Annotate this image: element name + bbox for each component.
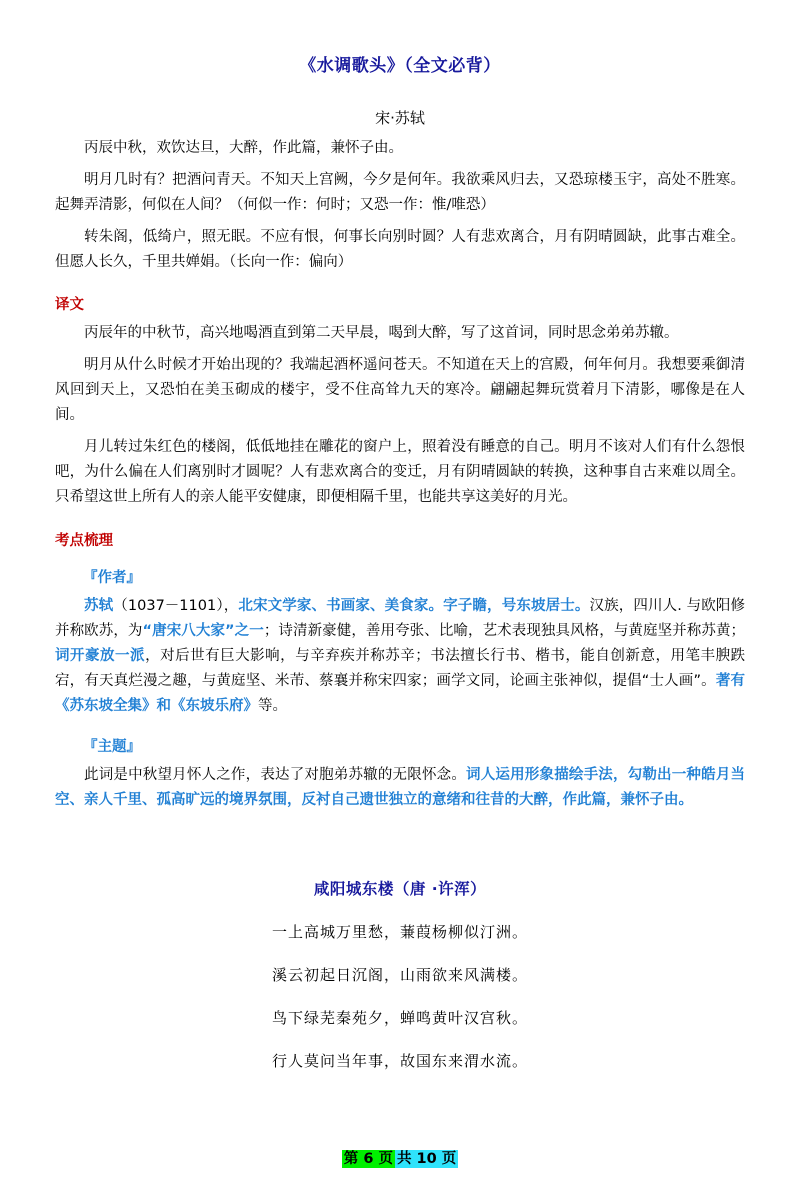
translation-heading: 译文: [55, 297, 84, 314]
body-text: （1037－1101），: [113, 598, 239, 615]
page-footer: [0, 1147, 800, 1168]
second-poem-line: 鸟下绿芜秦苑夕，蝉鸣黄叶汉宫秋。: [271, 1008, 528, 1027]
translation-paragraph-3: 月儿转过朱红色的楼阁，低低地挂在雕花的窗户上，照着没有睡意的自己。明月不该对人们有什么怨恨吧，为什么偏在人们离别时才圆呢？人有悲欢离合的变迁，月有阴晴圆缺的转换，这种事自古来难以周全。只希望这世上所有人的亲人能平安健康，即便相隔千里，也能共享这美好的月光。: [55, 439, 745, 506]
author-subheading: 『作者』: [83, 570, 141, 587]
body-text: 此词是中秋望月怀人之作，表达了对胞弟苏辙的无限怀念。: [84, 766, 467, 783]
total-page-indicator: 共 10 页: [396, 1151, 457, 1167]
translation-paragraph-1: 丙辰年的中秋节，高兴地喝酒直到第二天早晨，喝到大醉，写了这首词，同时思念弟弟苏辙。: [84, 325, 679, 342]
body-text: 等。: [258, 697, 287, 714]
highlighted-text: 词开豪放一派: [55, 647, 146, 664]
poem-byline: 宋·苏轼: [375, 108, 425, 127]
page-title: 《水调歌头》（全文必背）: [299, 56, 501, 76]
document-page: [0, 55, 800, 1186]
theme-body: [55, 763, 745, 813]
translation-paragraph-2: 明月从什么时候才开始出现的？我端起酒杯遥问苍天。不知道在天上的宫殿，何年何月。我想要乘御清风回到天上，又恐怕在美玉砌成的楼宇，受不住高耸九天的寒冷。翩翩起舞玩赏着月下清影，哪像是在人间。: [55, 357, 745, 424]
highlighted-text: 词人运用形象描绘手法，勾勒出一种皓月当空、亲人千里、孤高旷远的境界氛围，反衬自己遗世独立的意绪和往昔的大醉，作此篇，兼怀子由。: [55, 766, 746, 808]
theme-subheading: 『主题』: [83, 738, 141, 755]
second-poem-title: 咸阳城东楼（唐 ·许浑）: [313, 879, 487, 898]
second-poem-line: 行人莫问当年事，故国东来渭水流。: [271, 1051, 528, 1070]
body-text: ，对后世有巨大影响，与辛弃疾并称苏辛；书法擅长行书、楷书，能自创新意，用笔丰腴跌宕，有天真烂漫之趣，与黄庭坚、米芾、蔡襄并称宋四家；画学文同，论画主张神似，提倡“士人画”。: [55, 647, 746, 689]
highlighted-text: 苏轼: [84, 598, 114, 615]
exam-points-heading: 考点梳理: [55, 533, 113, 550]
poem-stanza-1: 明月几时有？把酒问青天。不知天上宫阙，今夕是何年。我欲乘风归去，又恐琼楼玉宇，高处不胜寒。起舞弄清影，何似在人间？（何似一作：何时；又恐一作：惟/唯恐）: [55, 171, 745, 213]
second-poem-line: 一上高城万里愁，蒹葭杨柳似汀洲。: [271, 922, 528, 941]
body-text: ；诗清新豪健，善用夸张、比喻，艺术表现独具风格，与黄庭坚并称苏黄；: [263, 622, 746, 639]
current-page-indicator: 第 6 页: [343, 1151, 393, 1167]
body-text: 汉族，四川人. 与欧阳修并称欧苏，为: [55, 598, 746, 639]
second-poem-line: 溪云初起日沉阁，山雨欲来风满楼。: [271, 965, 528, 984]
highlighted-text: “唐宋八大家”之一: [142, 622, 264, 639]
poem-stanza-2: 转朱阁，低绮户，照无眠。不应有恨，何事长向别时圆？人有悲欢离合，月有阴晴圆缺，此事古难全。但愿人长久，千里共婵娟。（长向一作：偏向）: [55, 228, 745, 270]
highlighted-text: 北宋文学家、书画家、美食家。字子瞻，号东坡居士。: [238, 598, 590, 615]
author-body: [55, 594, 745, 719]
highlighted-text: 著有《苏东坡全集》和《东坡乐府》: [55, 672, 745, 714]
poem-preface: 丙辰中秋，欢饮达旦，大醉，作此篇，兼怀子由。: [84, 139, 403, 156]
